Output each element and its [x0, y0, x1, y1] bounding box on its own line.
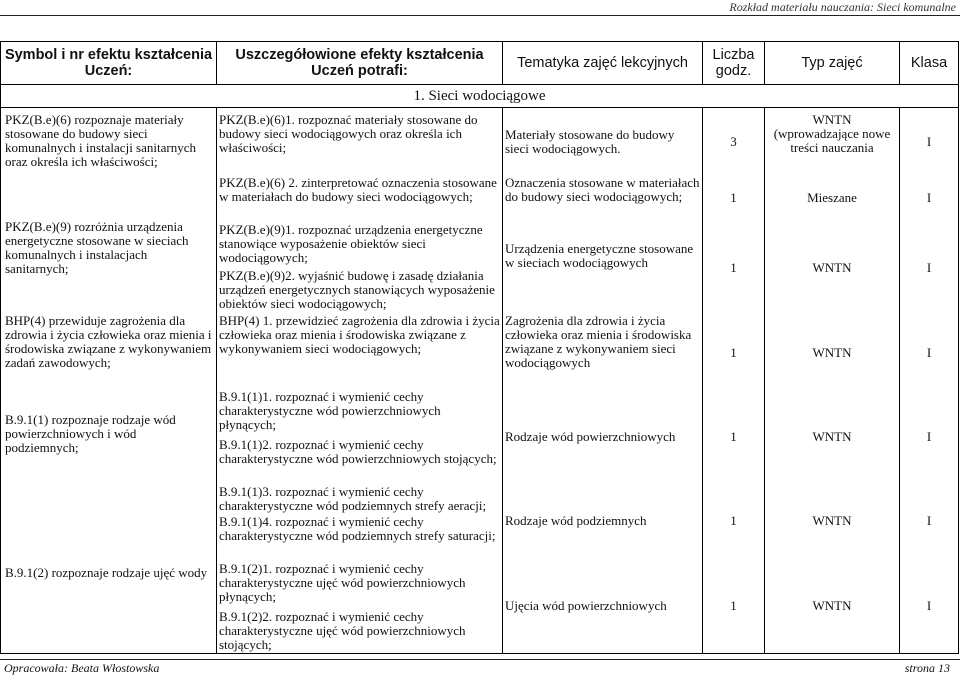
- section-row: [1, 85, 959, 108]
- type-value: Mieszane: [807, 190, 857, 205]
- topics-column: [503, 108, 703, 654]
- type-value: WNTN: [812, 429, 852, 444]
- header-rule: [0, 15, 960, 16]
- hours-column: [703, 108, 765, 654]
- class-value: I: [926, 598, 932, 613]
- curriculum-table: [0, 41, 959, 654]
- topic-item: Rodzaje wód podziemnych: [505, 513, 647, 528]
- col-header-class: Klasa: [900, 42, 959, 85]
- col-header-topics: Tematyka zajęć lekcyjnych: [503, 42, 703, 85]
- table-body-row: [1, 108, 959, 654]
- detailed-effect-item: PKZ(B.e)(6) 2. zinterpretować oznaczenia stosowane w materiałach do budowy sieci wodociągowych;: [219, 175, 497, 204]
- col-header-detailed-effects: Uszczegółowione efekty kształcenia Uczeń potrafi:: [217, 42, 503, 85]
- topic-item: Urządzenia energetyczne stosowane w sieciach wodociągowych: [505, 241, 694, 270]
- effect-item: PKZ(B.e)(9) rozróżnia urządzenia energetyczne stosowane w sieciach komunalnych i instalacjach sanitarnych;: [5, 219, 189, 276]
- class-value: I: [926, 190, 932, 205]
- class-value: I: [926, 513, 932, 528]
- class-value: I: [926, 429, 932, 444]
- effect-item: BHP(4) przewiduje zagrożenia dla zdrowia i życia człowieka oraz mienia i środowiska związane z wykonywaniem zadań zawodowych;: [5, 313, 212, 370]
- type-value: WNTN (wprowadzające nowe treści nauczania: [773, 112, 891, 155]
- detailed-effect-item: B.9.1(1)4. rozpoznać i wymienić cechy charakterystyczne wód podziemnych strefy saturacji;: [219, 514, 496, 543]
- running-header: Rozkład materiału nauczania: Sieci komunalne: [729, 0, 956, 14]
- detailed-effect-item: B.9.1(2)2. rozpoznać i wymienić cechy charakterystyczne ujęć wód powierzchniowych stojących;: [219, 609, 466, 652]
- topic-item: Materiały stosowane do budowy sieci wodociągowych.: [505, 127, 675, 156]
- effects-column: [1, 108, 217, 654]
- hours-value: 1: [730, 345, 737, 360]
- type-value: WNTN: [812, 513, 852, 528]
- type-value: WNTN: [812, 598, 852, 613]
- col-header-type: Typ zajęć: [765, 42, 900, 85]
- class-value: I: [926, 260, 932, 275]
- type-value: WNTN: [812, 345, 852, 360]
- topic-item: Oznaczenia stosowane w materiałach do budowy sieci wodociągowych;: [505, 175, 700, 204]
- table-header-row: [1, 42, 959, 85]
- detailed-effects-column: [217, 108, 503, 654]
- detailed-effect-item: PKZ(B.e)(9)2. wyjaśnić budowę i zasadę działania urządzeń energetycznych stanowiących wyposażenie obiektów sieci wodociągowych;: [219, 268, 495, 311]
- effect-item: B.9.1(1) rozpoznaje rodzaje wód powierzchniowych i wód podziemnych;: [5, 412, 176, 455]
- col-header-hours: Liczba godz.: [703, 42, 765, 85]
- detailed-effect-item: B.9.1(1)3. rozpoznać i wymienić cechy charakterystyczne wód podziemnych strefy aeracji;: [219, 484, 487, 513]
- section-title: 1. Sieci wodociągowe: [1, 85, 959, 108]
- footer-author: Opracowała: Beata Włostowska: [4, 661, 160, 675]
- footer-page-number: strona 13: [904, 661, 950, 675]
- effect-item: B.9.1(2) rozpoznaje rodzaje ujęć wody: [5, 565, 208, 580]
- detailed-effect-item: B.9.1(1)1. rozpoznać i wymienić cechy charakterystyczne wód powierzchniowych płynących;: [219, 389, 441, 432]
- detailed-effect-item: B.9.1(2)1. rozpoznać i wymienić cechy charakterystyczne ujęć wód powierzchniowych płynących;: [219, 561, 466, 604]
- class-value: I: [926, 345, 932, 360]
- topic-item: Ujęcia wód powierzchniowych: [505, 598, 667, 613]
- detailed-effect-item: B.9.1(1)2. rozpoznać i wymienić cechy charakterystyczne wód powierzchniowych stojących;: [219, 437, 497, 466]
- topic-item: Zagrożenia dla zdrowia i życia człowieka oraz mienia i środowiska związane z wykonywaniem sieci wodociągowych: [505, 313, 692, 370]
- detailed-effect-item: BHP(4) 1. przewidzieć zagrożenia dla zdrowia i życia człowieka oraz mienia i środowiska związane z wykonywaniem sieci wodociągowych;: [219, 313, 500, 356]
- class-value: I: [926, 134, 932, 149]
- hours-value: 1: [730, 513, 737, 528]
- hours-value: 1: [730, 260, 737, 275]
- hours-value: 1: [730, 598, 737, 613]
- hours-value: 3: [730, 134, 737, 149]
- hours-value: 1: [730, 429, 737, 444]
- effect-item: PKZ(B.e)(6) rozpoznaje materiały stosowane do budowy sieci komunalnych i instalacji sanitarnych oraz określa ich właściwości;: [5, 112, 196, 169]
- col-header-effect-symbol: Symbol i nr efektu kształcenia Uczeń:: [1, 42, 217, 85]
- type-column: [765, 108, 900, 654]
- detailed-effect-item: PKZ(B.e)(9)1. rozpoznać urządzenia energetyczne stanowiące wyposażenie obiektów sieci wodociągowych;: [219, 222, 483, 265]
- topic-item: Rodzaje wód powierzchniowych: [505, 429, 676, 444]
- detailed-effect-item: PKZ(B.e)(6)1. rozpoznać materiały stosowane do budowy sieci wodociągowych oraz określa ich właściwości;: [219, 112, 478, 155]
- class-column: [900, 108, 959, 654]
- footer-rule: [0, 659, 960, 660]
- type-value: WNTN: [812, 260, 852, 275]
- hours-value: 1: [730, 190, 737, 205]
